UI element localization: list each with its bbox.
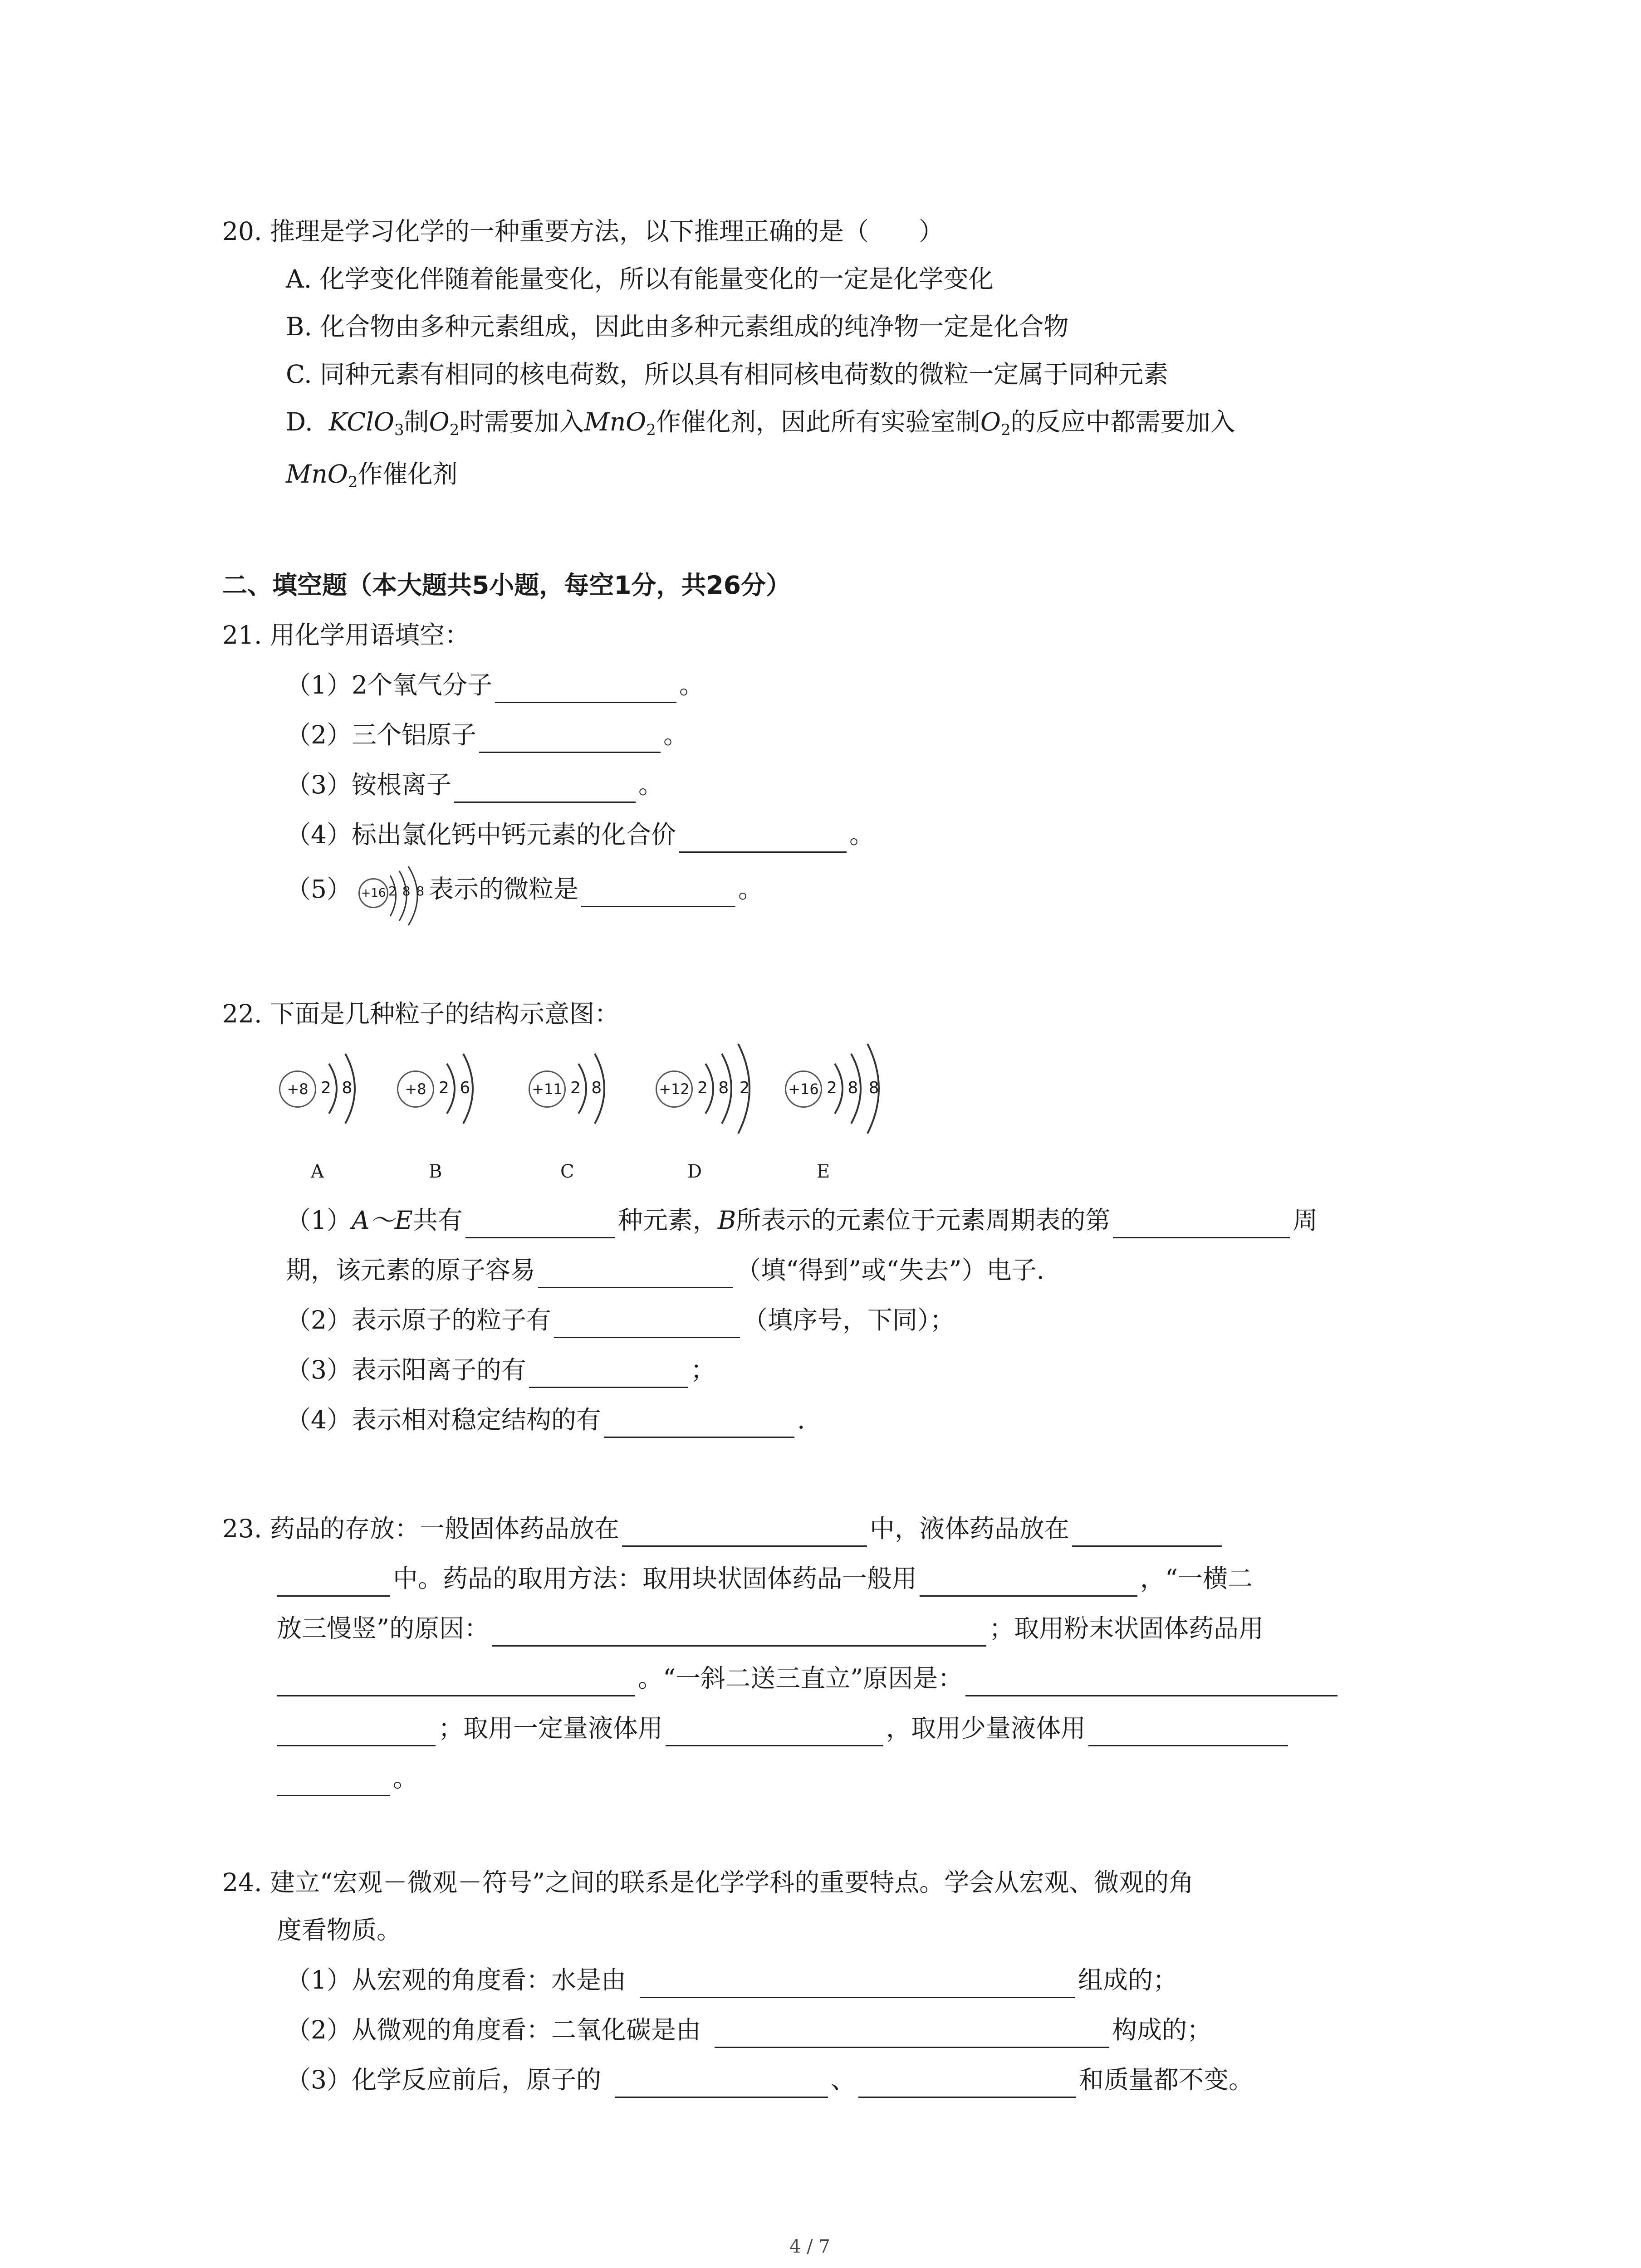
atom-label: D (687, 1161, 702, 1182)
q20-option-d-cont: MnO$_2$作催化剂 (286, 459, 458, 491)
q23-line-1: 23. 药品的存放：一般固体药品放在 中，液体药品放在 (222, 1510, 1225, 1547)
q22-part-1: （1）A～E共有 种元素，B所表示的元素位于元素周期表的第 周 (286, 1202, 1318, 1238)
answer-blank[interactable] (465, 1209, 615, 1238)
answer-blank[interactable] (538, 1259, 733, 1288)
atom-label: E (817, 1161, 830, 1182)
shell-electrons: 2 8 (321, 1079, 355, 1097)
answer-blank[interactable] (277, 1667, 635, 1696)
q21-part-1: （1）2个氧气分子 。 (286, 667, 704, 703)
answer-blank[interactable] (1113, 1209, 1290, 1238)
section-title: 二、填空题（本大题共5小题，每空1分，共26分） (222, 571, 791, 600)
answer-blank[interactable] (554, 1309, 740, 1338)
shell-electrons: 2 8 2 (697, 1079, 753, 1097)
q21-stem: 21. 用化学用语填空： (222, 621, 470, 650)
shell-electrons: 2 6 (439, 1079, 473, 1097)
q22-part-2: （2）表示原子的粒子有 （填序号，下同）； (286, 1302, 955, 1338)
shell-electrons: 2 8 8 (827, 1079, 882, 1097)
answer-blank[interactable] (492, 1617, 986, 1647)
answer-blank[interactable] (622, 1517, 867, 1547)
answer-blank[interactable] (495, 674, 676, 703)
atom-diagram-q21 (358, 862, 440, 930)
answer-blank[interactable] (666, 1717, 883, 1746)
page-number: 4 / 7 (789, 2236, 830, 2257)
q24-part-1: （1）从宏观的角度看：水是由 组成的； (286, 1962, 1178, 1998)
answer-blank[interactable] (277, 1767, 390, 1796)
q20-option-c: C. 同种元素有相同的核电荷数，所以具有相同核电荷数的微粒一定属于同种元素 (286, 360, 1169, 389)
q20-option-a: A. 化学变化伴随着能量变化，所以有能量变化的一定是化学变化 (286, 264, 994, 293)
q24-part-2: （2）从微观的角度看：二氧化碳是由 构成的； (286, 2012, 1212, 2048)
q20-option-d: D. KClO$_3$制$O_2$时需要加入MnO$_2$作催化剂，因此所有实验室制$O_2$的反应中都需要加入 (286, 407, 1235, 439)
answer-blank[interactable] (529, 1359, 688, 1388)
q23-line-3: 放三慢竖”的原因： ；取用粉末状固体药品用 (277, 1610, 1264, 1647)
q23-line-2: 中。药品的取用方法：取用块状固体药品一般用 ，“一横二 (277, 1560, 1253, 1597)
q20-option-b: B. 化合物由多种元素组成，因此由多种元素组成的纯净物一定是化合物 (286, 312, 1069, 341)
q22-part-4: （4）表示相对稳定结构的有 . (286, 1402, 805, 1438)
atom-diagram-d (656, 1043, 774, 1182)
answer-blank[interactable] (965, 1667, 1337, 1696)
q22-part-3: （3）表示阳离子的有 ； (286, 1352, 715, 1388)
q24-part-3: （3）化学反应前后，原子的 、 和质量都不变。 (286, 2062, 1254, 2098)
atom-diagram-a (279, 1043, 397, 1182)
answer-blank[interactable] (604, 1408, 794, 1438)
atom-label: C (560, 1161, 574, 1182)
shell-electrons: 2 8 8 (388, 884, 426, 899)
q20-stem: 20. 推理是学习化学的一种重要方法，以下推理正确的是（ ） (222, 217, 944, 246)
q22-part-1-cont: 期，该元素的原子容易 （填“得到”或“失去”）电子. (286, 1252, 1044, 1288)
q21-part-2: （2）三个铝原子 。 (286, 717, 688, 753)
atom-label: A (311, 1161, 324, 1182)
nucleus-label: +8 (279, 1070, 316, 1108)
answer-blank[interactable] (277, 1717, 436, 1746)
q21-part-4: （4）标出氯化钙中钙元素的化合价 。 (286, 816, 874, 853)
atom-diagram-e (785, 1043, 903, 1182)
answer-blank[interactable] (920, 1567, 1137, 1597)
answer-blank[interactable] (454, 773, 636, 803)
q24-line-1: 24. 建立“宏观－微观－符号”之间的联系是化学学科的重要特点。学会从宏观、微观的角 (222, 1868, 1194, 1897)
q21-part-5: （5） 表示的微粒是 。 (286, 871, 763, 907)
atom-diagram-c (529, 1043, 647, 1182)
q23-line-4: 。“一斜二送三直立”原因是： (277, 1660, 1340, 1696)
q24-line-2: 度看物质。 (277, 1916, 402, 1945)
answer-blank[interactable] (615, 2068, 828, 2098)
nucleus-label: +12 (656, 1070, 693, 1108)
nucleus-label: +16 (785, 1070, 822, 1108)
q23-line-5: ；取用一定量液体用 ，取用少量液体用 (277, 1710, 1291, 1746)
answer-blank[interactable] (277, 1567, 390, 1597)
q22-stem: 22. 下面是几种粒子的结构示意图： (222, 999, 619, 1028)
answer-blank[interactable] (1072, 1517, 1222, 1547)
answer-blank[interactable] (679, 823, 847, 853)
answer-blank[interactable] (858, 2068, 1076, 2098)
answer-blank[interactable] (640, 1969, 1075, 1998)
nucleus-label: +16 (358, 878, 388, 908)
answer-blank[interactable] (1088, 1717, 1288, 1746)
q23-line-6: 。 (277, 1760, 418, 1796)
nucleus-label: +11 (529, 1070, 566, 1108)
answer-blank[interactable] (479, 723, 661, 753)
shell-electrons: 2 8 (570, 1079, 605, 1097)
atom-diagram-b (397, 1043, 515, 1182)
q21-part-3: （3）铵根离子 。 (286, 767, 663, 803)
answer-blank[interactable] (581, 878, 735, 907)
answer-blank[interactable] (715, 2019, 1109, 2048)
nucleus-label: +8 (397, 1070, 434, 1108)
atom-label: B (429, 1161, 442, 1182)
